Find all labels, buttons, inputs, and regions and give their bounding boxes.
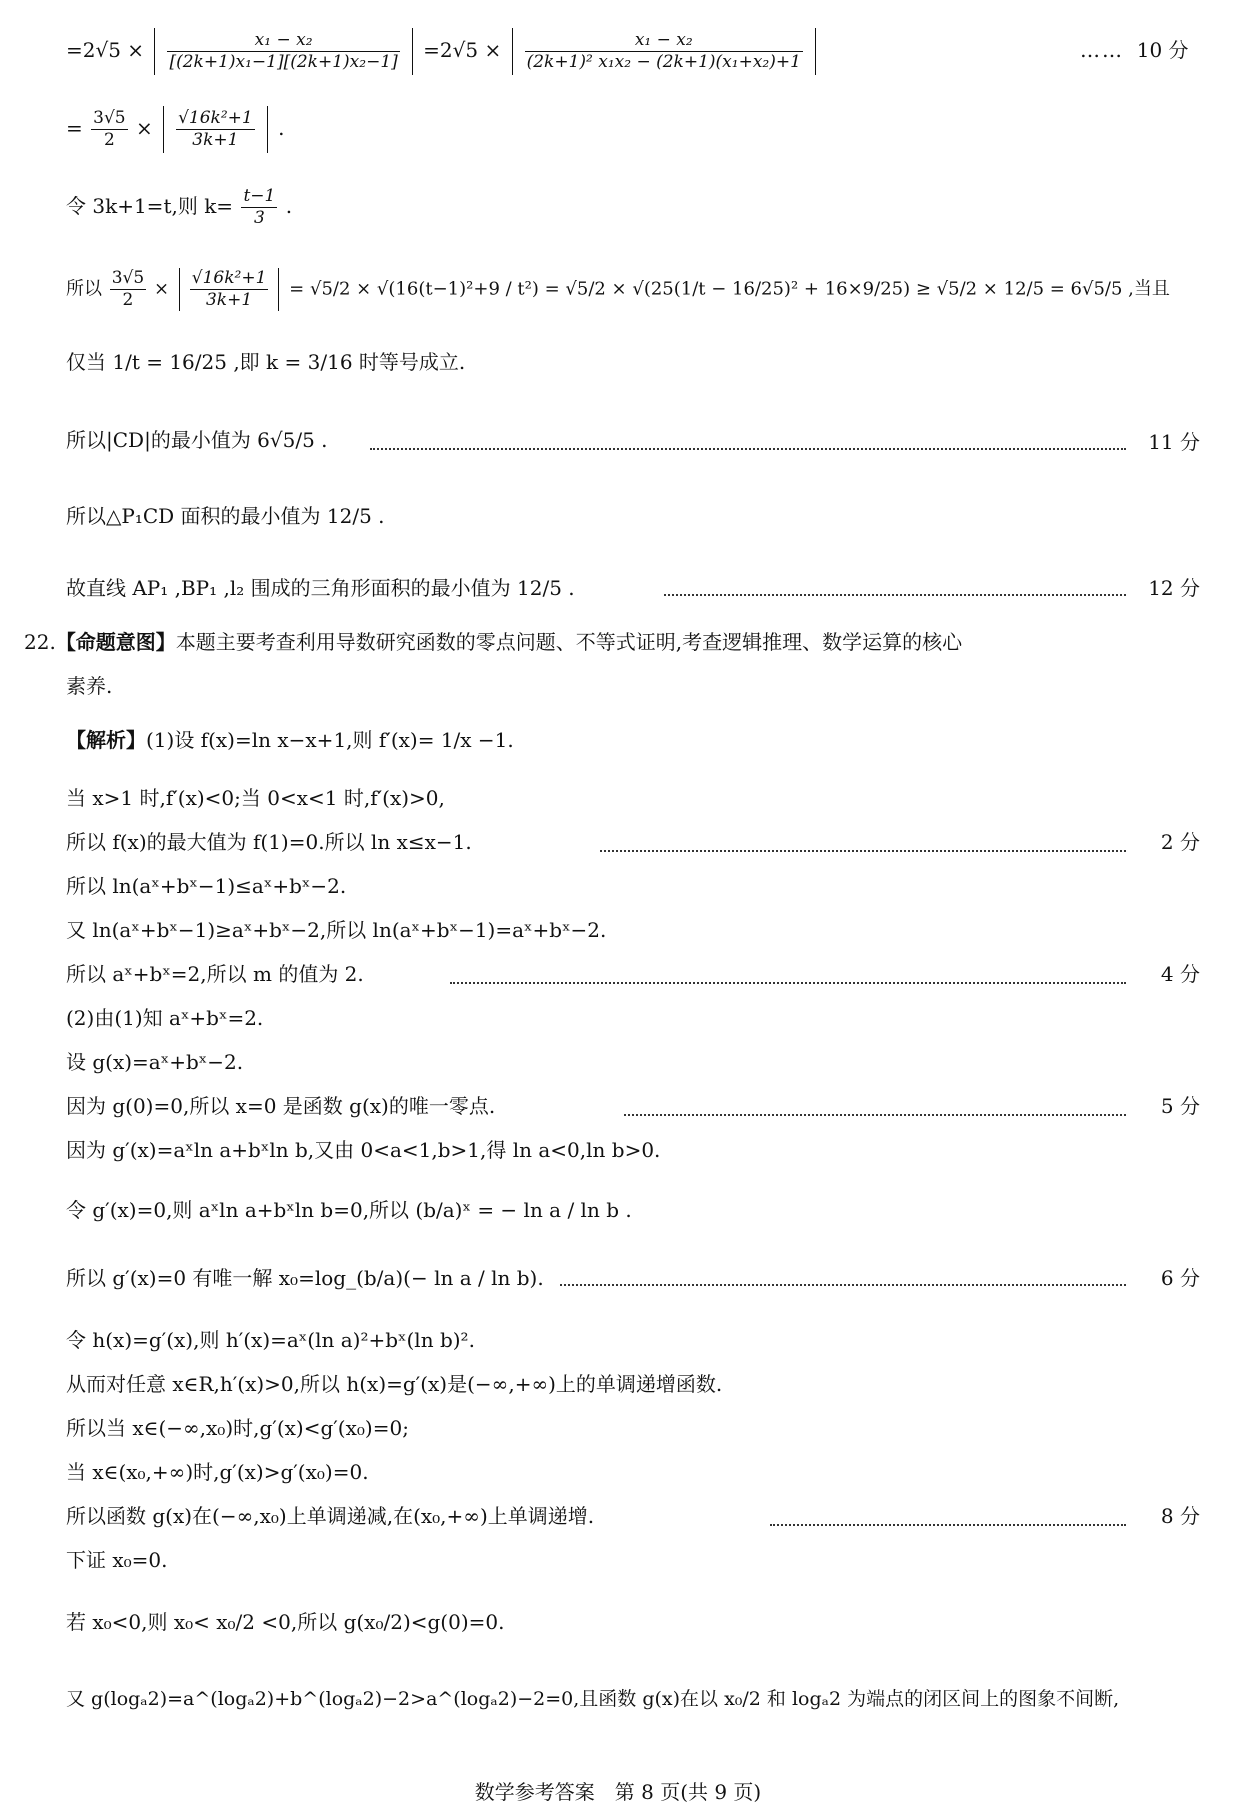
text: 仅当 1/t = 16/25 ,即 k = 3/16 时等号成立.: [66, 350, 466, 374]
q22-a18: [66, 1550, 1200, 1570]
score-label: 11 分: [1148, 430, 1200, 454]
score-12: [1148, 578, 1200, 598]
score-label: 12 分: [1148, 576, 1200, 600]
text: 令 h(x)=g′(x),则 h′(x)=aˣ(ln a)²+bˣ(ln b)².: [66, 1328, 475, 1352]
score-10: …… 10 分: [1080, 38, 1189, 62]
eq-line-7: [66, 506, 1200, 526]
q22-a1: [66, 730, 1200, 750]
frac-num: 3√5: [111, 268, 145, 288]
q22-a7: [66, 1008, 1200, 1028]
abs-block: [154, 28, 412, 75]
eq-line-5: [66, 352, 1200, 372]
q22-intent: [24, 632, 1200, 652]
q22-a4: [66, 876, 1200, 896]
question-number: 22.: [24, 630, 56, 654]
eq-mid: =2√5 ×: [423, 38, 502, 62]
eq-line-1: [66, 28, 1036, 75]
score-label: 8 分: [1160, 1504, 1200, 1528]
intent-text: 本题主要考查利用导数研究函数的零点问题、不等式证明,考查逻辑推理、数学运算的核心: [175, 630, 963, 654]
score-label: 10 分: [1136, 38, 1189, 62]
frac-den: 3k+1: [192, 130, 239, 150]
frac-den: [(2k+1)x₁−1][(2k+1)x₂−1]: [169, 52, 398, 72]
text: 所以 g′(x)=0 有唯一解 x₀=log_(b/a)(− ln a / ln b).: [66, 1266, 544, 1290]
text: 因为 g(0)=0,所以 x=0 是函数 g(x)的唯一零点.: [66, 1094, 496, 1118]
q22-a14: [66, 1374, 1200, 1394]
text: 当 x>1 时,f′(x)<0;当 0<x<1 时,f′(x)>0,: [66, 786, 445, 810]
intent-label: 【命题意图】: [55, 630, 176, 654]
analysis-label: 【解析】: [66, 728, 146, 752]
score-5: [1161, 1096, 1200, 1116]
q22-a3: [66, 832, 1026, 852]
frac-num: t−1: [243, 186, 276, 206]
eq-prefix: =2√5 ×: [66, 38, 145, 62]
score-8: [1161, 1506, 1200, 1526]
eq-line-3: [66, 188, 1200, 227]
q22-a5: [66, 920, 1200, 940]
q22-a19: [66, 1612, 1200, 1632]
q22-a2: [66, 788, 1200, 808]
times-sign: ×: [153, 278, 170, 300]
text: 当 x∈(x₀,+∞)时,g′(x)>g′(x₀)=0.: [66, 1460, 369, 1484]
q22-a20: [66, 1690, 1200, 1709]
q22-intent-2: [66, 676, 1200, 696]
text: (2)由(1)知 aˣ+bˣ=2.: [66, 1006, 264, 1030]
score-label: 6 分: [1160, 1266, 1200, 1290]
period: .: [278, 116, 285, 140]
eq-sign: =: [289, 278, 305, 300]
page-footer: 数学参考答案 第 8 页(共 9 页): [474, 1780, 762, 1804]
text: 所以|CD|的最小值为 6√5/5 .: [66, 428, 328, 452]
score-11: [1148, 432, 1200, 452]
text: 所以当 x∈(−∞,x₀)时,g′(x)<g′(x₀)=0;: [66, 1416, 409, 1440]
q22-a8: [66, 1052, 1200, 1072]
text: 从而对任意 x∈R,h′(x)>0,所以 h(x)=g′(x)是(−∞,+∞)上的单调递增函数.: [66, 1372, 723, 1396]
frac-den: 2: [103, 130, 115, 150]
text: 令 g′(x)=0,则 aˣln a+bˣln b=0,所以 (b/a)ˣ = − ln a / ln b .: [66, 1198, 632, 1222]
eq-line-4: [66, 268, 1200, 311]
times-sign: ×: [135, 116, 153, 140]
text: 又 ln(aˣ+bˣ−1)≥aˣ+bˣ−2,所以 ln(aˣ+bˣ−1)=aˣ+bˣ−2.: [66, 918, 607, 942]
text: 所以 ln(aˣ+bˣ−1)≤aˣ+bˣ−2.: [66, 874, 347, 898]
eq-prefix: =: [66, 116, 83, 140]
score-label: 2 分: [1160, 830, 1200, 854]
period: .: [285, 194, 293, 218]
frac-num: √16k²+1: [191, 268, 267, 288]
score-label: 5 分: [1160, 1094, 1200, 1118]
q22-a17: [66, 1506, 1026, 1526]
leader-dots: [664, 594, 1126, 596]
text: 又 g(logₐ2)=a^(logₐ2)+b^(logₐ2)−2>a^(logₐ2)−2=0,且函数 g(x)在以 x₀/2 和 logₐ2 为端点的闭区间上的图象不间断,: [66, 1688, 1120, 1710]
q22-a15: [66, 1418, 1200, 1438]
eq-line-6: [66, 430, 1026, 450]
leader-dots: [770, 1524, 1126, 1526]
text: 故直线 AP₁ ,BP₁ ,l₂ 围成的三角形面积的最小值为 12/5 .: [66, 576, 575, 600]
leader-dots: [370, 448, 1126, 450]
eq-line-2: [66, 106, 1200, 153]
q22-a16: [66, 1462, 1200, 1482]
text: 因为 g′(x)=aˣln a+bˣln b,又由 0<a<1,b>1,得 ln a<0,ln b>0.: [66, 1138, 661, 1162]
intent-text: 素养.: [66, 674, 113, 698]
score-4: [1161, 964, 1200, 984]
text: 所以△P₁CD 面积的最小值为 12/5 .: [66, 504, 385, 528]
abs-block: [512, 28, 816, 75]
text: √5/2 × √(16(t−1)²+9 / t²) = √5/2 × √(25(1/t − 16/25)² + 16×9/25) ≥ √5/2 × 12/5 = 6√5/5 ,当且: [309, 278, 1170, 300]
abs-block: [163, 106, 268, 153]
q22-a6: [66, 964, 1026, 984]
frac-den: (2k+1)² x₁x₂ − (2k+1)(x₁+x₂)+1: [526, 52, 801, 72]
q22-a13: [66, 1330, 1200, 1350]
text: 所以: [66, 278, 102, 300]
frac-den: 3: [253, 208, 265, 228]
leader-dots: [450, 982, 1126, 984]
q22-a9: [66, 1096, 1026, 1116]
text: 下证 x₀=0.: [66, 1548, 168, 1572]
text: 所以 aˣ+bˣ=2,所以 m 的值为 2.: [66, 962, 364, 986]
frac-num: √16k²+1: [178, 108, 253, 128]
leader-dots: [560, 1284, 1126, 1286]
text: 所以函数 g(x)在(−∞,x₀)上单调递减,在(x₀,+∞)上单调递增.: [66, 1504, 595, 1528]
score-2: [1161, 832, 1200, 852]
score-6: [1161, 1268, 1200, 1288]
abs-block: [179, 268, 280, 311]
frac-num: x₁ − x₂: [525, 32, 803, 52]
text: 设 g(x)=aˣ+bˣ−2.: [66, 1050, 244, 1074]
score-label: 4 分: [1160, 962, 1200, 986]
q22-a10: [66, 1140, 1200, 1160]
frac-den: 2: [122, 290, 134, 310]
leader-dots: [624, 1114, 1126, 1116]
text: 所以 f(x)的最大值为 f(1)=0.所以 ln x≤x−1.: [66, 830, 472, 854]
frac-num: x₁ − x₂: [167, 32, 399, 52]
frac-num: 3√5: [93, 108, 126, 128]
leader-dots: [600, 850, 1126, 852]
frac-den: 3k+1: [205, 290, 253, 310]
text: (1)设 f(x)=ln x−x+1,则 f′(x)= 1/x −1.: [146, 728, 514, 752]
text: 令 3k+1=t,则 k=: [66, 194, 234, 218]
q22-a11: [66, 1200, 1200, 1220]
text: 若 x₀<0,则 x₀< x₀/2 <0,所以 g(x₀/2)<g(0)=0.: [66, 1610, 505, 1634]
